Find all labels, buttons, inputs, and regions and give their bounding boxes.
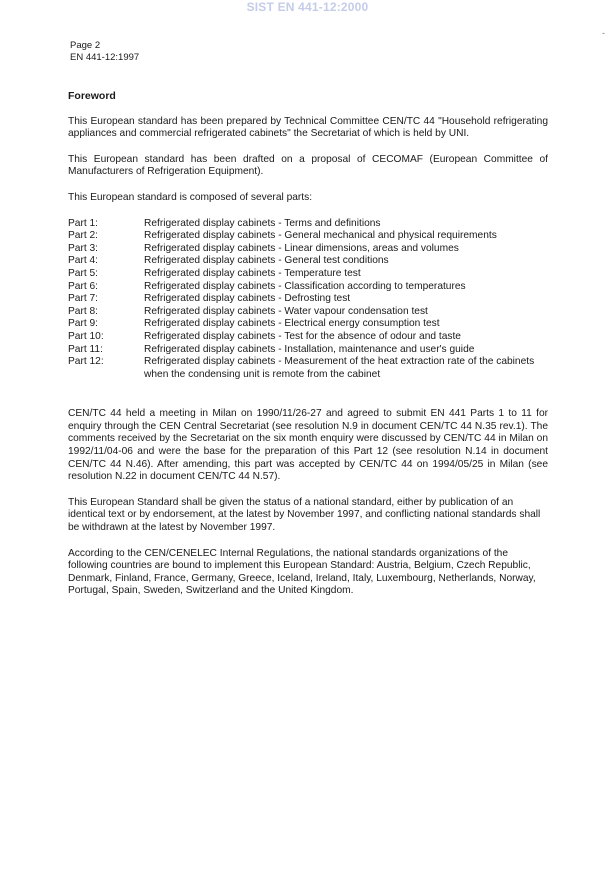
list-item [68,306,548,319]
list-item [68,268,548,281]
section-heading: Foreword [68,90,116,102]
page-header [70,40,139,64]
part-number: Part 10: [68,330,104,342]
paragraph-committee: This European standard has been prepared by Technical Committee CEN/TC 44 "Household refrigerating appliances and commercial refrigerated cabinets" the Secretariat of which is held by UNI. [68,115,548,140]
paragraph-cecomaf: This European standard has been drafted on a proposal of CECOMAF (European Committee of Manufacturers of Refrigeration Equipment). [68,153,548,178]
paragraph-implementing-countries: According to the CEN/CENELEC Internal Regulations, the national standards organizations of the following countries are bound to implement this European Standard: Austria, Belgium, Czech Republic, Denmark, Finland, France, Germany, Greece, Iceland, Ireland, Italy, Luxembourg, Netherlands, Norway, Portugal, Spain, Sweden, Switzerland and the United Kingdom. [68,547,536,597]
part-number: Part 5: [68,267,99,279]
paragraph-enquiry-history: CEN/TC 44 held a meeting in Milan on 1990/11/26-27 and agreed to submit EN 441 Parts 1 to 11 for enquiry through the CEN Central Secretariat (see resolution N.9 in document CEN/TC 44 N.35 rev.1). The comments received by the Secretariat on the six month enquiry were discussed by CEN/TC 44 in Milan on 1992/11/04-06 and were the base for the preparation of this Part 12 (see resolution N.14 in document CEN/TC 44 N.46). After amending, this part was accepted by CEN/TC 44 on 1994/05/25 in Milan (see resolution N.22 in document CEN/TC 44 N.57). [68,408,548,483]
foreword-section [68,90,548,611]
part-number: Part 1: [68,217,99,229]
part-number: Part 8: [68,305,99,317]
part-title: Refrigerated display cabinets - Measurement of the heat extraction rate of the cabinets when the condensing unit is remote from the cabinet [144,356,535,380]
spacer [68,381,548,408]
part-number: Part 3: [68,242,99,254]
part-title: Refrigerated display cabinets - Terms and definitions [144,217,381,229]
part-title: Refrigerated display cabinets - General mechanical and physical requirements [144,230,497,242]
part-title: Refrigerated display cabinets - Classification according to temperatures [144,280,466,292]
list-item [68,356,548,381]
part-number: Part 12: [68,356,104,368]
part-title: Refrigerated display cabinets - Installation, maintenance and user's guide [144,343,475,355]
part-title: Refrigerated display cabinets - Temperature test [144,267,361,279]
watermark: SIST EN 441-12:2000 [246,0,369,14]
part-number: Part 9: [68,318,99,330]
paragraph-national-status: This European Standard shall be given the status of a national standard, either by publication of an identical text or by endorsement, at the latest by November 1997, and conflicting national standards shall be withdrawn at the latest by November 1997. [68,496,541,534]
corner-mark: - [602,28,605,38]
part-number: Part 11: [68,343,103,355]
parts-list [68,218,548,382]
part-title: Refrigerated display cabinets - Electrical energy consumption test [144,318,440,330]
list-item [68,281,548,294]
list-item [68,318,548,331]
part-title: Refrigerated display cabinets - Test for the absence of odour and taste [144,330,461,342]
part-title: Refrigerated display cabinets - Linear dimensions, areas and volumes [144,242,459,254]
part-title: Refrigerated display cabinets - Defrosting test [144,293,351,305]
list-item [68,255,548,268]
part-number: Part 7: [68,293,99,305]
list-item [68,331,548,344]
page-number-label: Page 2 [70,40,101,51]
document-id: EN 441-12:1997 [70,52,140,63]
part-title: Refrigerated display cabinets - Water vapour condensation test [144,305,428,317]
part-number: Part 6: [68,280,99,292]
list-item [68,243,548,256]
paragraph-parts-intro: This European standard is composed of several parts: [68,191,313,203]
list-item [68,218,548,231]
part-number: Part 2: [68,230,99,242]
list-item [68,230,548,243]
part-title: Refrigerated display cabinets - General test conditions [144,255,389,267]
list-item [68,344,548,357]
list-item [68,293,548,306]
part-number: Part 4: [68,255,99,267]
